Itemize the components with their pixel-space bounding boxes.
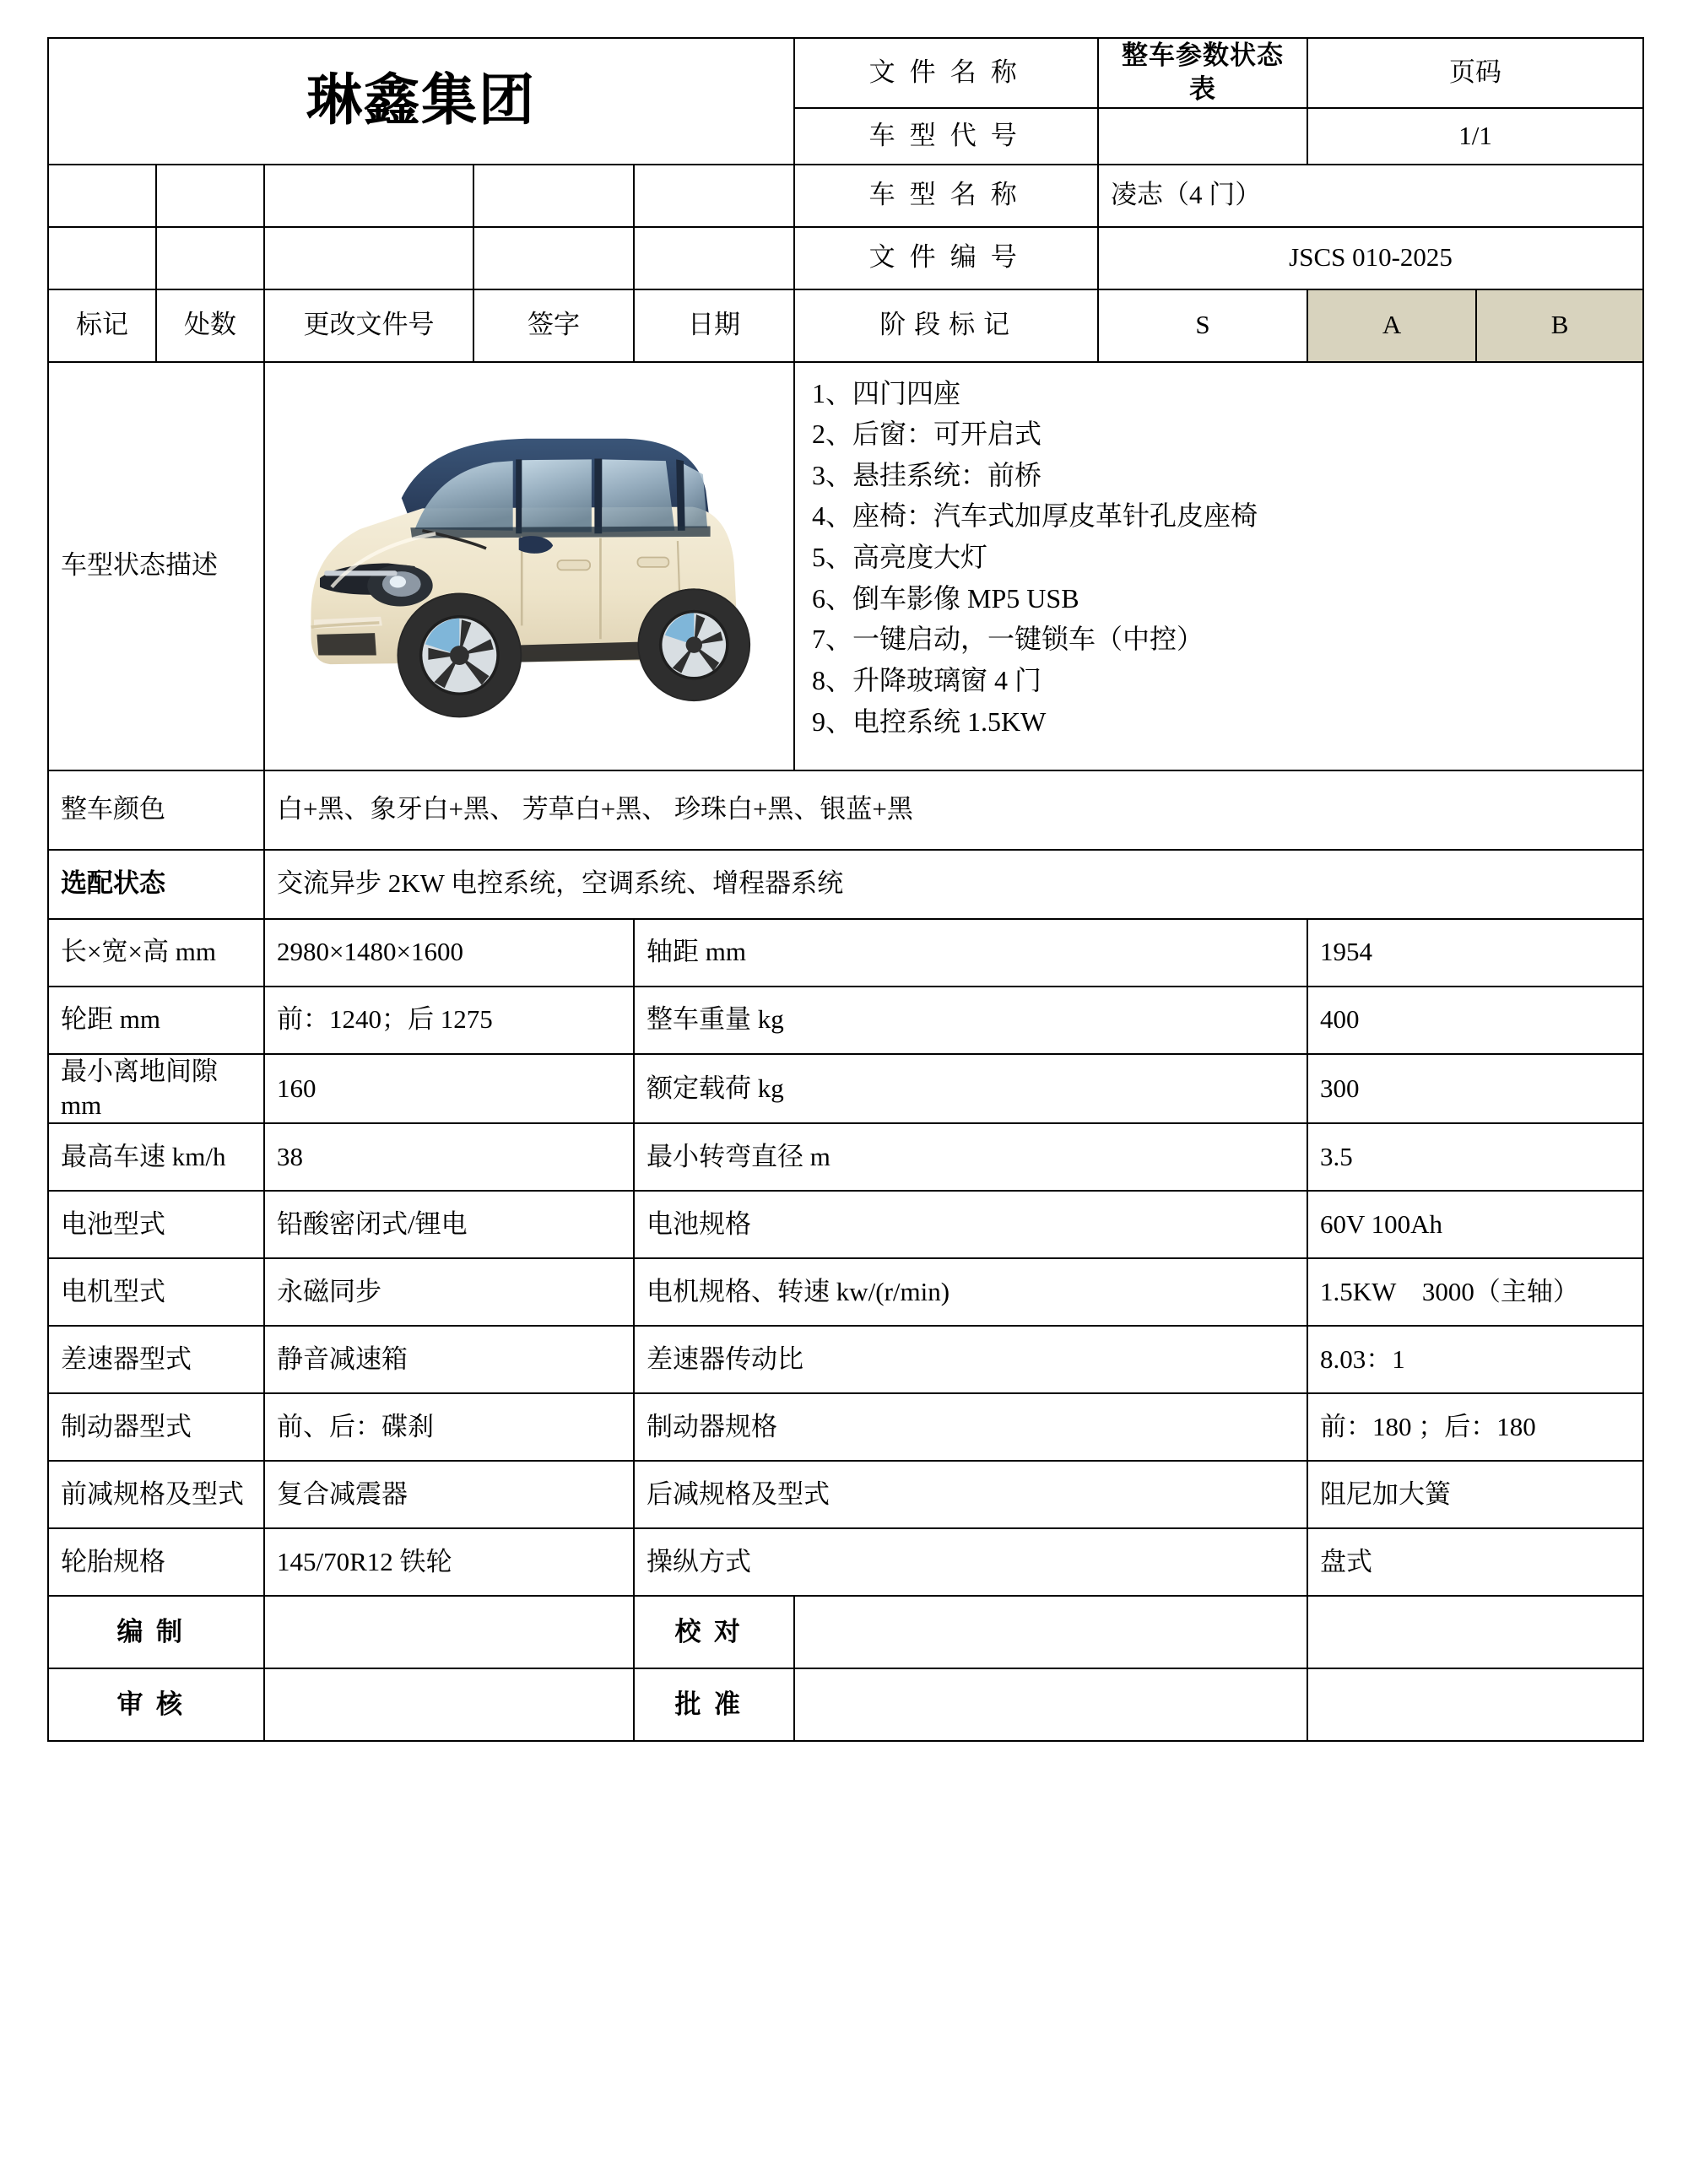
approved-by-value[interactable] — [794, 1668, 1307, 1741]
spec-row — [48, 1258, 1643, 1326]
spec-label-2: 整车重量 kg — [634, 987, 1307, 1054]
feature-list — [807, 368, 1631, 748]
optional-config-value: 交流异步 2KW 电控系统，空调系统、增程器系统 — [264, 850, 1643, 919]
spec-row — [48, 987, 1643, 1054]
feature-list-cell — [794, 362, 1643, 770]
file-name-label: 文件名称 — [794, 38, 1098, 108]
spec-value-2: 60V 100Ah — [1307, 1191, 1643, 1258]
revision-header-row — [48, 289, 1643, 362]
model-code-value[interactable] — [1098, 108, 1307, 165]
feature-item: 6、倒车影像 MP5 USB — [812, 582, 1079, 614]
title-row-file-no — [48, 227, 1643, 289]
revision-blank-cell-1[interactable] — [48, 165, 156, 227]
spec-value-2: 1954 — [1307, 919, 1643, 987]
signoff-blank-cell-1[interactable] — [1307, 1596, 1643, 1668]
model-code-label: 车型代号 — [794, 108, 1098, 165]
vehicle-color-row — [48, 770, 1643, 850]
vehicle-parameter-status-table — [47, 37, 1644, 1742]
reviewed-by-value[interactable] — [264, 1668, 634, 1741]
spec-row — [48, 1054, 1643, 1124]
feature-item: 3、悬挂系统：前桥 — [812, 459, 1042, 490]
spec-value-1: 前：1240；后 1275 — [264, 987, 634, 1054]
spec-value-1: 前、后：碟刹 — [264, 1393, 634, 1461]
approved-by-label: 批准 — [634, 1668, 794, 1741]
column-header-stage-mark: 阶段标记 — [794, 289, 1098, 362]
vehicle-illustration — [277, 381, 782, 752]
column-header-mark: 标记 — [48, 289, 156, 362]
spec-label-1: 制动器型式 — [48, 1393, 264, 1461]
spec-value-2: 盘式 — [1307, 1528, 1643, 1596]
column-header-change-doc-no: 更改文件号 — [264, 289, 473, 362]
feature-item: 9、电控系统 1.5KW — [812, 705, 1047, 737]
file-no-label: 文件编号 — [794, 227, 1098, 289]
spec-value-1: 160 — [264, 1054, 634, 1124]
spec-row — [48, 1393, 1643, 1461]
optional-config-row — [48, 850, 1643, 919]
revision-blank-cell-7[interactable] — [156, 227, 264, 289]
page-value: 1/1 — [1307, 108, 1643, 165]
spec-label-2: 轴距 mm — [634, 919, 1307, 987]
spec-label-1: 最小离地间隙 mm — [48, 1054, 264, 1124]
stage-cell-a[interactable]: A — [1307, 289, 1476, 362]
spec-value-2: 阻尼加大簧 — [1307, 1461, 1643, 1528]
spec-label-2: 操纵方式 — [634, 1528, 1307, 1596]
spec-value-1: 2980×1480×1600 — [264, 919, 634, 987]
spec-label-1: 前减规格及型式 — [48, 1461, 264, 1528]
feature-item: 2、后窗：可开启式 — [812, 419, 1042, 450]
company-name: 琳鑫集团 — [306, 69, 537, 132]
spec-label-1: 轮距 mm — [48, 987, 264, 1054]
spec-row — [48, 1191, 1643, 1258]
feature-item: 1、四门四座 — [812, 377, 961, 408]
signoff-row-reviewed — [48, 1668, 1643, 1741]
spec-value-1: 145/70R12 铁轮 — [264, 1528, 634, 1596]
spec-row — [48, 1528, 1643, 1596]
spec-value-2: 400 — [1307, 987, 1643, 1054]
vehicle-photo-cell — [264, 362, 794, 770]
column-header-signature: 签字 — [473, 289, 634, 362]
revision-blank-cell-8[interactable] — [264, 227, 473, 289]
checked-by-label: 校对 — [634, 1596, 794, 1668]
reviewed-by-label: 审核 — [48, 1668, 264, 1741]
spec-label-1: 轮胎规格 — [48, 1528, 264, 1596]
spec-value-1: 永磁同步 — [264, 1258, 634, 1326]
feature-item: 8、升降玻璃窗 4 门 — [812, 664, 1042, 695]
model-name-value: 凌志（4 门） — [1098, 165, 1643, 227]
spec-value-2: 前：180 ；后：180 — [1307, 1393, 1643, 1461]
vehicle-color-label: 整车颜色 — [48, 770, 264, 850]
spec-value-1: 复合减震器 — [264, 1461, 634, 1528]
prepared-by-value[interactable] — [264, 1596, 634, 1668]
spec-label-2: 电机规格、转速 kw/(r/min) — [634, 1258, 1307, 1326]
revision-blank-cell-4[interactable] — [473, 165, 634, 227]
stage-cell-b[interactable]: B — [1476, 289, 1643, 362]
spec-value-1: 铅酸密闭式/锂电 — [264, 1191, 634, 1258]
spec-value-1: 38 — [264, 1123, 634, 1191]
spec-label-2: 差速器传动比 — [634, 1326, 1307, 1393]
model-name-label: 车型名称 — [794, 165, 1098, 227]
title-row-file-name — [48, 38, 1643, 108]
revision-blank-cell-2[interactable] — [156, 165, 264, 227]
spec-label-2: 最小转弯直径 m — [634, 1123, 1307, 1191]
column-header-date: 日期 — [634, 289, 794, 362]
title-row-model-name — [48, 165, 1643, 227]
spec-label-1: 电机型式 — [48, 1258, 264, 1326]
stage-cell-s[interactable]: S — [1098, 289, 1307, 362]
description-label: 车型状态描述 — [48, 362, 264, 770]
revision-blank-cell-5[interactable] — [634, 165, 794, 227]
checked-by-value[interactable] — [794, 1596, 1307, 1668]
feature-item: 5、高亮度大灯 — [812, 542, 988, 573]
spec-row — [48, 1326, 1643, 1393]
revision-blank-cell-6[interactable] — [48, 227, 156, 289]
file-no-value: JSCS 010-2025 — [1098, 227, 1643, 289]
spec-label-1: 差速器型式 — [48, 1326, 264, 1393]
spec-label-1: 最高车速 km/h — [48, 1123, 264, 1191]
spec-row — [48, 1461, 1643, 1528]
prepared-by-label: 编制 — [48, 1596, 264, 1668]
spec-label-2: 制动器规格 — [634, 1393, 1307, 1461]
spec-value-2: 1.5KW 3000（主轴） — [1307, 1258, 1643, 1326]
company-logo-cell — [48, 38, 794, 165]
revision-blank-cell-10[interactable] — [634, 227, 794, 289]
spec-value-2: 300 — [1307, 1054, 1643, 1124]
spec-label-1: 长×宽×高 mm — [48, 919, 264, 987]
feature-item: 4、座椅：汽车式加厚皮革针孔皮座椅 — [812, 500, 1258, 532]
vehicle-photo — [277, 381, 782, 752]
page-label: 页码 — [1307, 38, 1643, 108]
revision-blank-cell-9[interactable] — [473, 227, 634, 289]
spec-value-1: 静音减速箱 — [264, 1326, 634, 1393]
file-name-value: 整车参数状态表 — [1098, 38, 1307, 108]
spec-row — [48, 1123, 1643, 1191]
signoff-blank-cell-2[interactable] — [1307, 1668, 1643, 1741]
spec-row — [48, 919, 1643, 987]
spec-label-2: 额定载荷 kg — [634, 1054, 1307, 1124]
description-row — [48, 362, 1643, 770]
spec-label-2: 电池规格 — [634, 1191, 1307, 1258]
spec-label-1: 电池型式 — [48, 1191, 264, 1258]
spec-label-2: 后减规格及型式 — [634, 1461, 1307, 1528]
revision-blank-cell-3[interactable] — [264, 165, 473, 227]
vehicle-color-value: 白+黑、象牙白+黑、 芳草白+黑、 珍珠白+黑、银蓝+黑 — [264, 770, 1643, 850]
feature-item: 7、一键启动，一键锁车（中控） — [812, 624, 1204, 655]
optional-config-label: 选配状态 — [48, 850, 264, 919]
spec-value-2: 8.03：1 — [1307, 1326, 1643, 1393]
column-header-pages: 处数 — [156, 289, 264, 362]
signoff-row-prepared — [48, 1596, 1643, 1668]
spec-value-2: 3.5 — [1307, 1123, 1643, 1191]
